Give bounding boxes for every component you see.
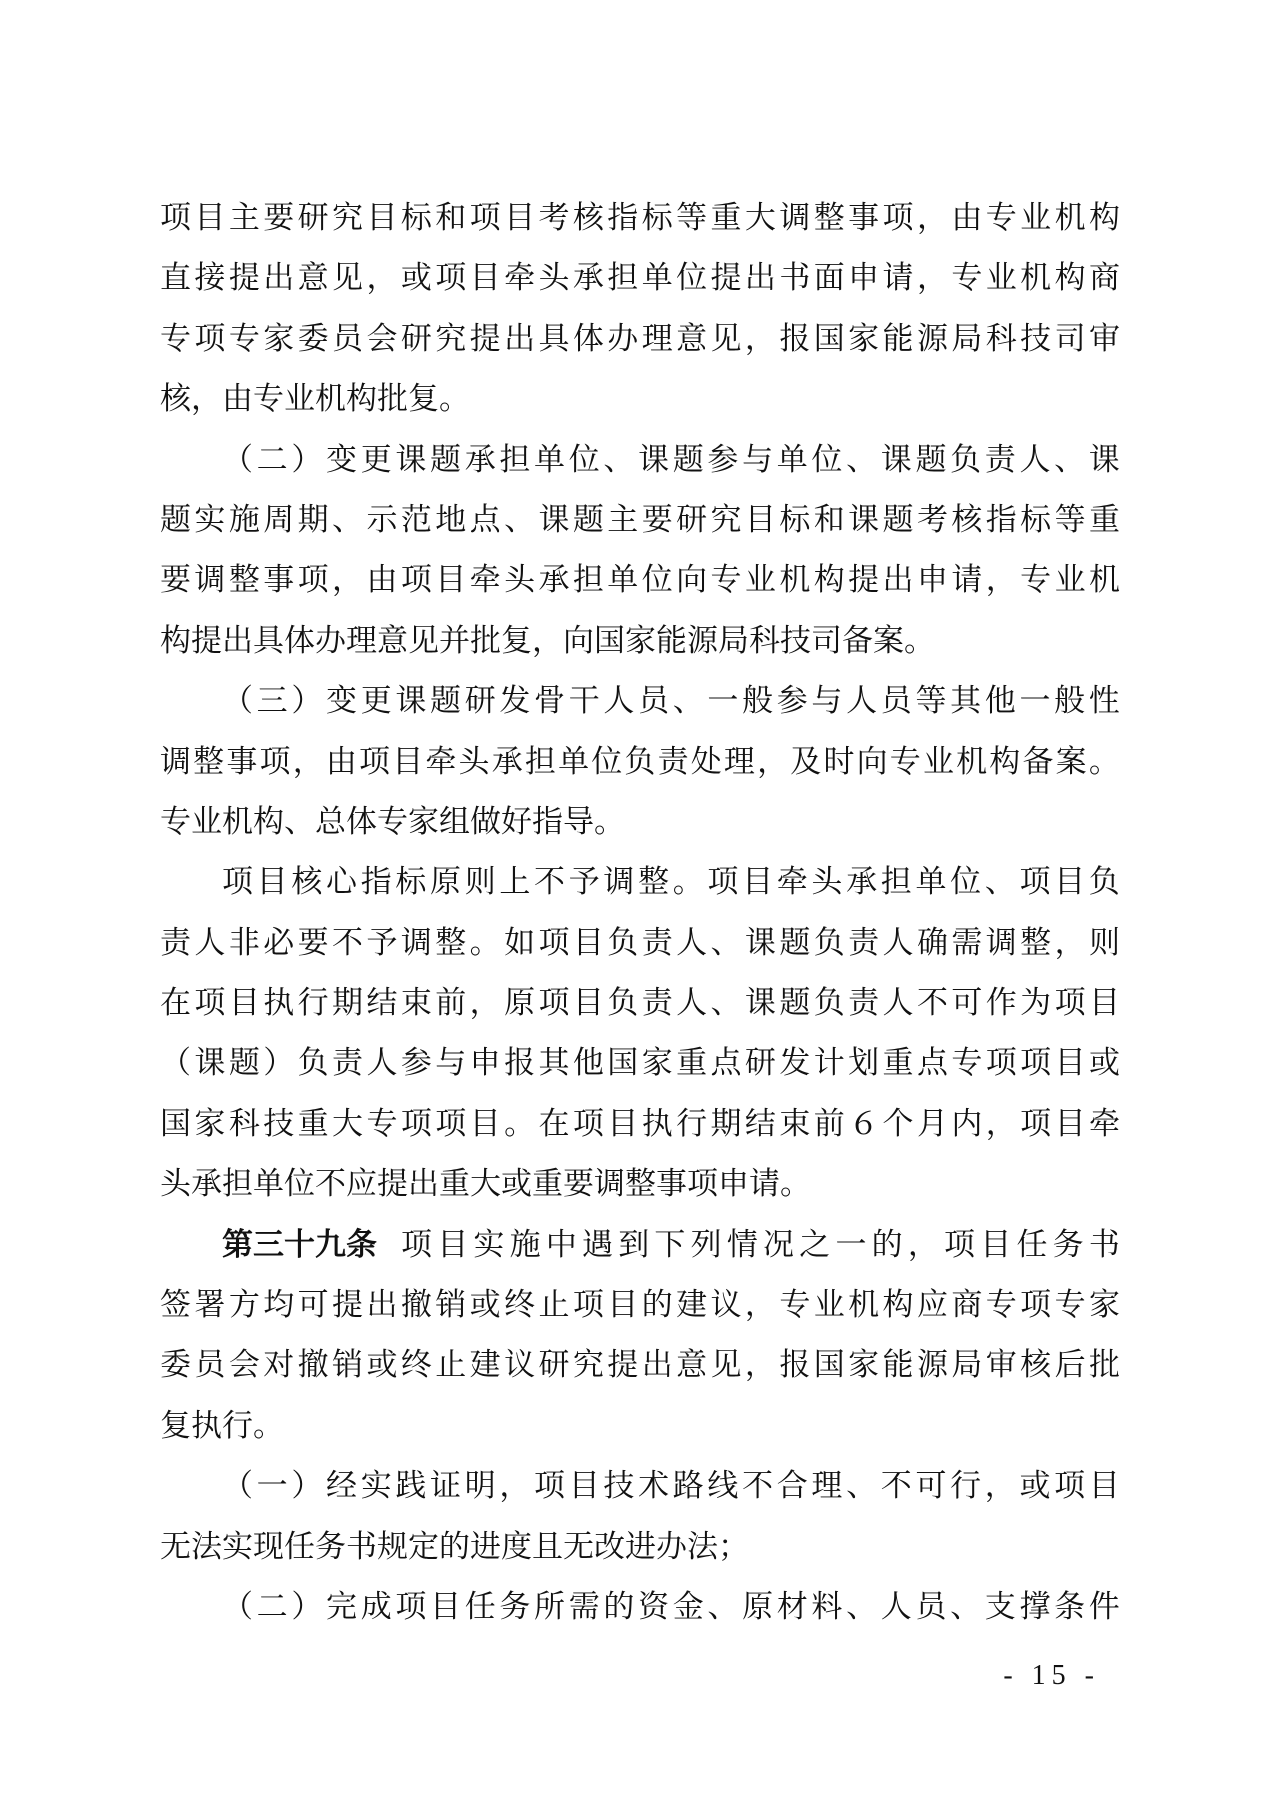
article-text: 项 目 实 施 中 遇 到 下 列 情 况 之 一 的 ， 项 目 任 务 书 <box>401 1226 1120 1263</box>
text-line: 委 员 会 对 撤 销 或 终 止 建 议 研 究 提 出 意 见 ， 报 国 家 能 源 局 审 核 后 批 <box>160 1347 1120 1384</box>
text-line: 要 调 整 事 项 ， 由 项 目 牵 头 承 担 单 位 向 专 业 机 构 提 出 申 请 ， 专 业 机 <box>160 562 1120 599</box>
text-line: （ 三 ） 变 更 课 题 研 发 骨 干 人 员 、 一 般 参 与 人 员 等 其 他 一 般 性 <box>222 683 1120 720</box>
text-line: 调 整 事 项 ， 由 项 目 牵 头 承 担 单 位 负 责 处 理 ， 及 时 向 专 业 机 构 备 案 。 <box>160 743 1120 780</box>
text-line <box>160 1215 1120 1275</box>
text-line: 专 业 机 构 、 总 体 专 家 组 做 好 指 导 。 <box>160 803 625 840</box>
text-line: 复 执 行 。 <box>160 1407 284 1444</box>
text-line: 在 项 目 执 行 期 结 束 前 ， 原 项 目 负 责 人 、 课 题 负 责 人 不 可 作 为 项 目 <box>160 985 1120 1022</box>
text-line: （ 一 ） 经 实 践 证 明 ， 项 目 技 术 路 线 不 合 理 、 不 可 行 ， 或 项 目 <box>222 1468 1120 1505</box>
page-number: - 15 - <box>1003 1660 1100 1691</box>
text-line: （ 二 ） 完 成 项 目 任 务 所 需 的 资 金 、 原 材 料 、 人 员 、 支 撑 条 件 <box>222 1588 1120 1625</box>
text-line: 专 项 专 家 委 员 会 研 究 提 出 具 体 办 理 意 见 ， 报 国 家 能 源 局 科 技 司 审 <box>160 320 1120 357</box>
text-line: 头 承 担 单 位 不 应 提 出 重 大 或 重 要 调 整 事 项 申 请 。 <box>160 1166 811 1203</box>
text-line: 直 接 提 出 意 见 ， 或 项 目 牵 头 承 担 单 位 提 出 书 面 申 请 ， 专 业 机 构 商 <box>160 260 1120 297</box>
text-line: 项 目 主 要 研 究 目 标 和 项 目 考 核 指 标 等 重 大 调 整 事 项 ， 由 专 业 机 构 <box>160 200 1120 236</box>
text-line: 构 提 出 具 体 办 理 意 见 并 批 复 ， 向 国 家 能 源 局 科 技 司 备 案 。 <box>160 622 935 659</box>
text-line: 核 ， 由 专 业 机 构 批 复 。 <box>160 381 470 418</box>
text-line: （ 二 ） 变 更 课 题 承 担 单 位 、 课 题 参 与 单 位 、 课 题 负 责 人 、 课 <box>222 441 1120 478</box>
text-line: 签 署 方 均 可 提 出 撤 销 或 终 止 项 目 的 建 议 ， 专 业 机 构 应 商 专 项 专 家 <box>160 1287 1120 1324</box>
body-text <box>160 188 1120 1637</box>
text-line: （ 课 题 ） 负 责 人 参 与 申 报 其 他 国 家 重 点 研 发 计 划 重 点 专 项 项 目 或 <box>160 1045 1120 1082</box>
text-line: 责 人 非 必 要 不 予 调 整 。 如 项 目 负 责 人 、 课 题 负 责 人 确 需 调 整 ， 则 <box>160 924 1120 961</box>
article-heading: 第三十九条 <box>222 1226 377 1263</box>
text-line: 题 实 施 周 期 、 示 范 地 点 、 课 题 主 要 研 究 目 标 和 课 题 考 核 指 标 等 重 <box>160 501 1120 538</box>
text-line: 项 目 核 心 指 标 原 则 上 不 予 调 整 。 项 目 牵 头 承 担 单 位 、 项 目 负 <box>222 864 1120 901</box>
text-line: 无 法 实 现 任 务 书 规 定 的 进 度 且 无 改 进 办 法 ； <box>160 1528 749 1565</box>
text-line: 国 家 科 技 重 大 专 项 项 目 。 在 项 目 执 行 期 结 束 前 ６ 个 月 内 ， 项 目 牵 <box>160 1105 1120 1142</box>
